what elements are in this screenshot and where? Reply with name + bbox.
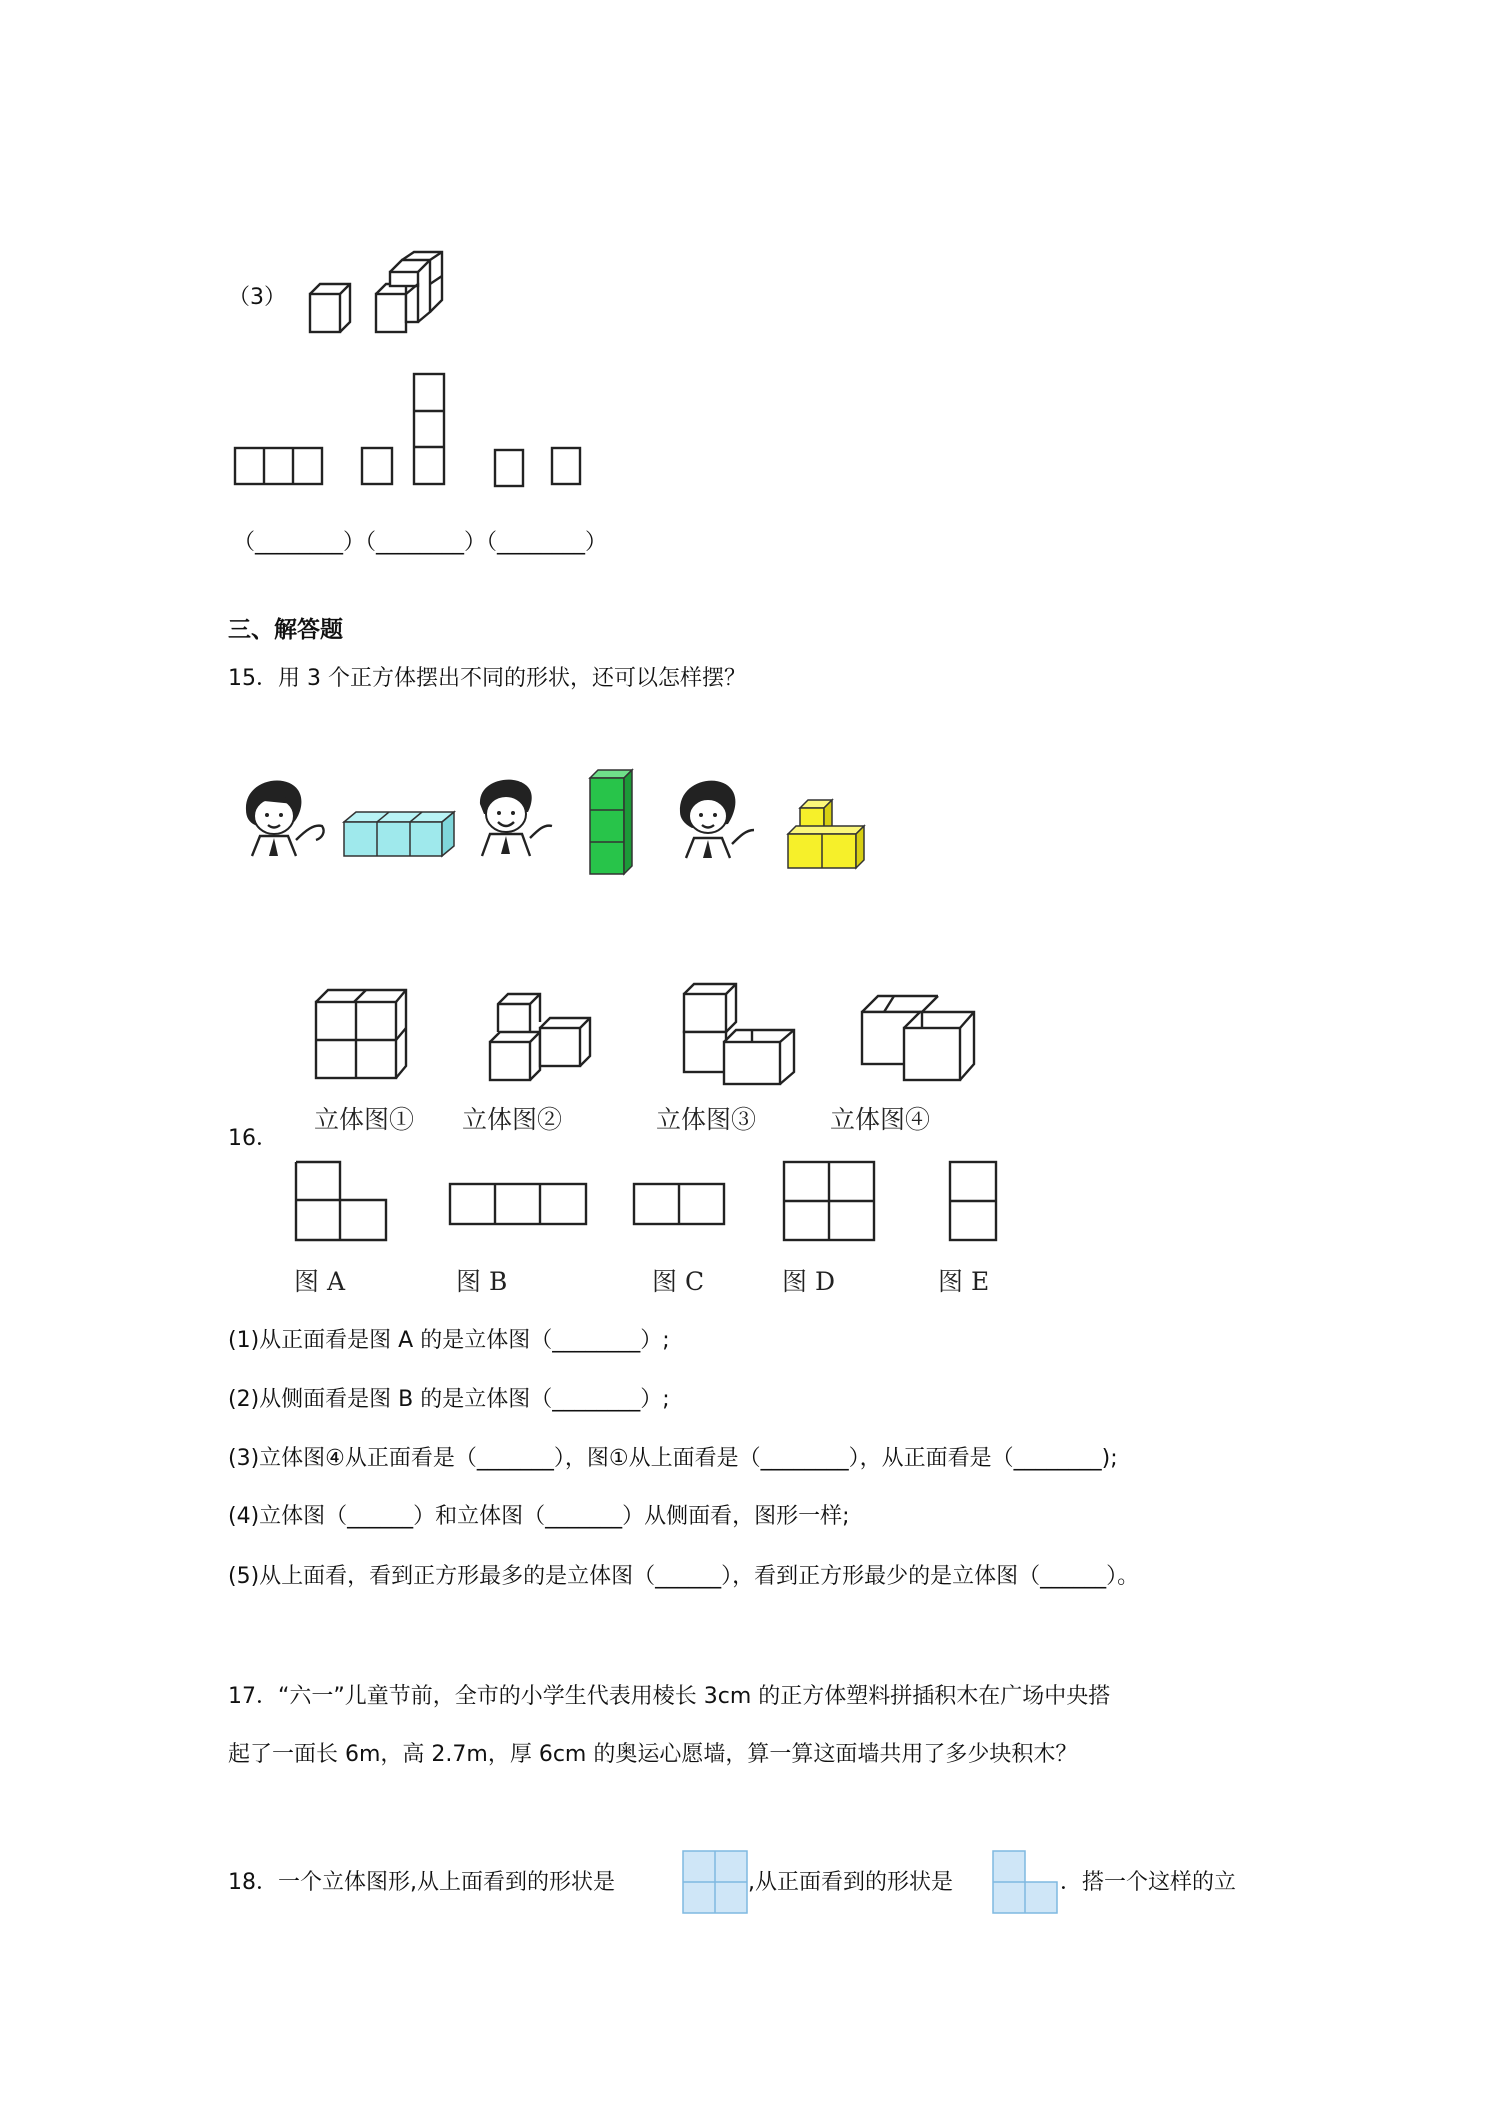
view-label-b: 图 B (456, 1267, 508, 1296)
view-figure-d (782, 1160, 878, 1244)
q14-cube-drawing-l-shape (372, 250, 452, 340)
solid-label-1: 立体图① (314, 1105, 415, 1134)
q18-front-view-shape (992, 1850, 1058, 1914)
q14-view-square-a (493, 448, 527, 488)
child-boy-illustration (468, 768, 568, 868)
q18-top-view-shape (682, 1850, 748, 1914)
cube-stack-yellow (784, 796, 868, 872)
q18-question-part-2: ,从正面看到的形状是 (748, 1870, 953, 1895)
solid-label-3: 立体图③ (656, 1105, 757, 1134)
q17-question-line-2: 起了一面长 6m，高 2.7m，厚 6cm 的奥运心愿墙，算一算这面墙共用了多少块积木？ (228, 1742, 1078, 1767)
solid-figure-1 (312, 986, 412, 1082)
q16-sub-question-1: (1)从正面看是图 A 的是立体图（________）; (228, 1328, 670, 1353)
q14-answer-blanks: （________）（________）（________） (233, 530, 608, 555)
solid-label-2: 立体图② (462, 1105, 563, 1134)
q16-sub-question-3: (3)立体图④从正面看是（_______），图①从上面看是（________），从正面看是（________); (228, 1446, 1118, 1471)
q16-sub-question-2: (2)从侧面看是图 B 的是立体图（________）; (228, 1387, 670, 1412)
q16-sub-question-5: (5)从上面看，看到正方形最多的是立体图（______），看到正方形最少的是立体图（______）。 (228, 1564, 1140, 1589)
solid-label-4: 立体图④ (830, 1105, 931, 1134)
view-label-a: 图 A (294, 1267, 346, 1296)
q15-question: 15．用 3 个正方体摆出不同的形状，还可以怎样摆？ (228, 666, 746, 691)
q17-question-line-1: 17．“六一”儿童节前，全市的小学生代表用棱长 3cm 的正方体塑料拼插积木在广场中央搭 (228, 1684, 1111, 1709)
q16-number: 16． (228, 1126, 278, 1151)
solid-figure-2 (486, 990, 596, 1086)
view-label-e: 图 E (938, 1267, 990, 1296)
view-label-c: 图 C (652, 1267, 705, 1296)
view-figure-c (632, 1182, 728, 1228)
q14-view-square-b (550, 446, 584, 486)
view-label-d: 图 D (782, 1267, 835, 1296)
solid-figure-4 (858, 992, 978, 1088)
q14-cube-drawing-single (305, 280, 365, 340)
view-figure-b (448, 1182, 590, 1228)
solid-figure-3 (680, 980, 800, 1088)
q14-view-three-squares-column (412, 372, 448, 488)
section-title: 三、解答题 (228, 617, 343, 643)
q14-view-three-squares-row (233, 446, 325, 486)
child-girl-illustration-2 (670, 770, 770, 870)
cube-row-cyan (340, 810, 460, 860)
q18-question-part-3: ．搭一个这样的立 (1060, 1870, 1237, 1895)
q14-view-single-square (360, 446, 396, 486)
q16-sub-question-4: (4)立体图（______）和立体图（_______）从侧面看，图形一样; (228, 1504, 850, 1529)
view-figure-a (294, 1160, 390, 1244)
q14-part3-label: （3） (228, 285, 286, 310)
child-girl-illustration-1 (236, 770, 336, 870)
q18-question-part-1: 18．一个立体图形,从上面看到的形状是 (228, 1870, 615, 1895)
cube-column-green (586, 768, 636, 878)
view-figure-e (948, 1160, 1000, 1244)
